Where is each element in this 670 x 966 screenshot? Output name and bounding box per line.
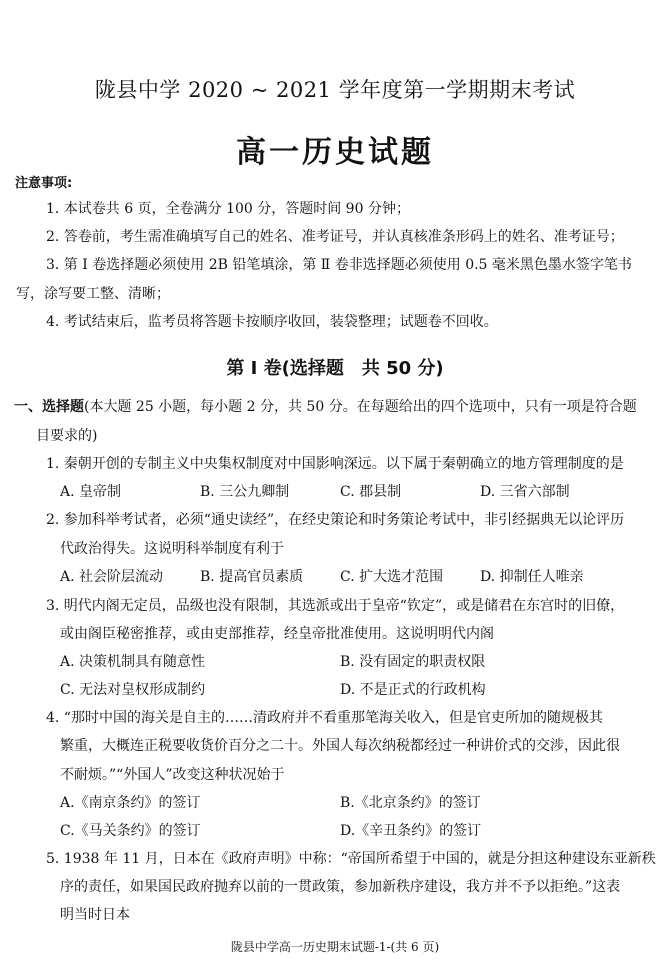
q3-option-b: B. 没有固定的职责权限 bbox=[340, 654, 486, 670]
exam-title: 陇县中学 2020 ~ 2021 学年度第一学期期末考试 bbox=[94, 78, 576, 102]
q5-stem: 5. 1938 年 11 月，日本在《政府声明》中称：“帝国所希望于中国的，就是分担这种建设东亚新秩 bbox=[46, 851, 656, 867]
q3-stem-cont: 或由阁臣秘密推荐，或由吏部推荐，经皇帝批准使用。这说明明代内阁 bbox=[60, 626, 494, 642]
notes-item-4: 4. 考试结束后，监考员将答题卡按顺序收回，装袋整理；试题卷不回收。 bbox=[46, 314, 498, 330]
q4-option-d: D.《辛丑条约》的签订 bbox=[340, 823, 482, 839]
q2-stem-cont: 代政治得失。这说明科举制度有利于 bbox=[60, 541, 284, 557]
q3-option-a: A. 决策机制具有随意性 bbox=[60, 654, 206, 670]
q4-option-a: A.《南京条约》的签订 bbox=[60, 795, 201, 811]
q2-option-b: B. 提高官员素质 bbox=[200, 569, 304, 585]
q1-option-c: C. 郡县制 bbox=[340, 484, 402, 500]
q4-option-c: C.《马关条约》的签订 bbox=[60, 823, 201, 839]
subject-title: 高一历史试题 bbox=[236, 135, 434, 170]
q1-stem: 1. 秦朝开创的专制主义中央集权制度对中国影响深远。以下属于秦朝确立的地方管理制度的是 bbox=[46, 456, 624, 472]
notes-item-3-cont: 写，涂写要工整、清晰； bbox=[16, 286, 170, 302]
q3-option-c: C. 无法对皇权形成制约 bbox=[60, 682, 206, 698]
q1-option-b: B. 三公九卿制 bbox=[200, 484, 290, 500]
notes-item-1: 1. 本试卷共 6 页，全卷满分 100 分，答题时间 90 分钟； bbox=[46, 201, 410, 217]
q4-stem-cont-1: 繁重，大概连正税要收货价百分之二十。外国人每次纳税都经过一种讲价式的交涉，因此很 bbox=[60, 738, 620, 754]
q3-option-d: D. 不是正式的行政机构 bbox=[340, 682, 486, 698]
q2-option-c: C. 扩大选才范围 bbox=[340, 569, 444, 585]
q5-stem-cont-2: 明当时日本 bbox=[60, 907, 130, 923]
q1-option-d: D. 三省六部制 bbox=[480, 484, 570, 500]
q2-option-d: D. 抑制任人唯亲 bbox=[480, 569, 584, 585]
q2-option-a: A. 社会阶层流动 bbox=[60, 569, 164, 585]
part-heading bbox=[14, 398, 637, 416]
part-label: 一、选择题 bbox=[14, 399, 84, 415]
notes-heading: 注意事项: bbox=[15, 176, 73, 191]
q2-stem: 2. 参加科举考试者，必须“通史读经”，在经史策论和时务策论考试中，非引经据典无以论评历 bbox=[46, 512, 625, 528]
notes-item-2: 2. 答卷前，考生需准确填写自己的姓名、准考证号，并认真核准条形码上的姓名、准考证号； bbox=[46, 229, 624, 245]
notes-item-3: 3. 第 Ⅰ 卷选择题必须使用 2B 铅笔填涂，第 Ⅱ 卷非选择题必须使用 0.5 毫米黑色墨水签字笔书 bbox=[46, 257, 632, 273]
q1-option-a: A. 皇帝制 bbox=[60, 484, 122, 500]
section-title: 第 Ⅰ 卷(选择题 共 50 分) bbox=[226, 358, 444, 379]
part-desc: (本大题 25 小题，每小题 2 分，共 50 分。在每题给出的四个选项中，只有一项是符合题 bbox=[84, 399, 637, 415]
q4-option-b: B.《北京条约》的签订 bbox=[340, 795, 481, 811]
q4-stem: 4. “那时中国的海关是自主的……清政府并不看重那笔海关收入，但是官吏所加的随规极其 bbox=[46, 710, 603, 726]
q3-stem: 3. 明代内阁无定员，品级也没有限制，其选派或出于皇帝“钦定”，或是储君在东宫时的旧僚， bbox=[46, 598, 625, 614]
part-desc-cont: 目要求的) bbox=[36, 428, 98, 444]
q5-stem-cont-1: 序的责任，如果国民政府抛弃以前的一贯政策，参加新秩序建设，我方并不予以拒绝。”这表 bbox=[60, 879, 621, 895]
page-footer: 陇县中学高一历史期末试题-1-(共 6 页) bbox=[230, 940, 440, 954]
q4-stem-cont-2: 不耐烦。”“外国人”改变这种状况始于 bbox=[60, 767, 285, 783]
